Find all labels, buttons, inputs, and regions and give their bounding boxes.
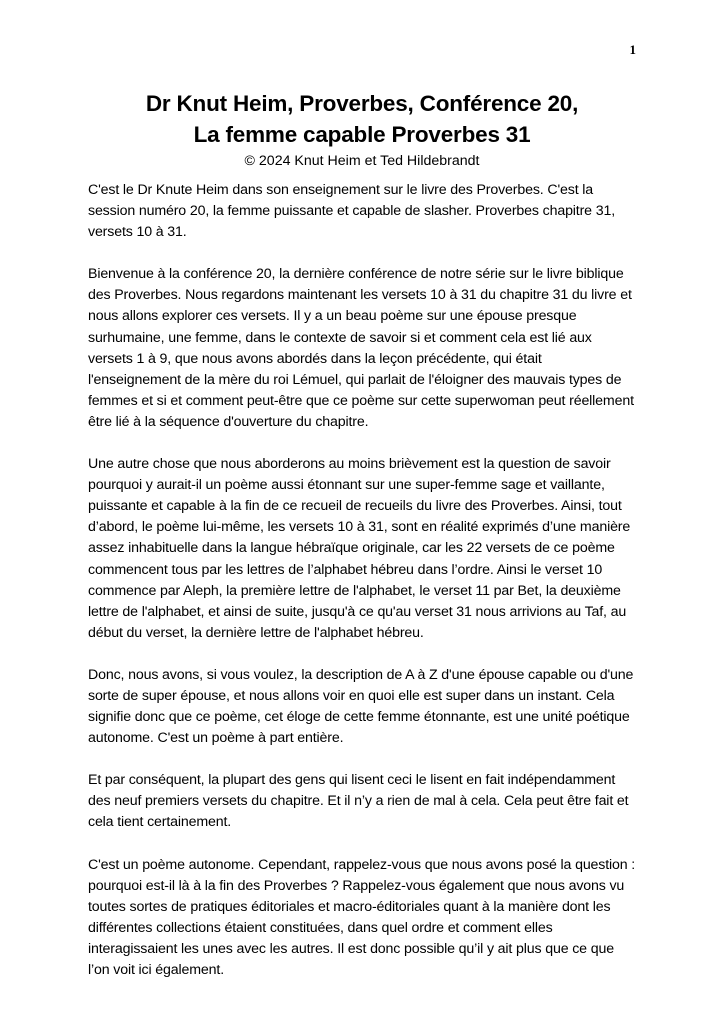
paragraph-1: C'est le Dr Knute Heim dans son enseignement sur le livre des Proverbes. C'est la session numéro 20, la femme puissante et capable de slasher. Proverbes chapitre 31, versets 10 à 31. — [88, 182, 615, 241]
document-header — [88, 88, 636, 172]
paragraph-6: C'est un poème autonome. Cependant, rappelez-vous que nous avons posé la question : pourquoi est-il là à la fin des Proverbes ? Rappelez-vous également que nous avons vu toutes sortes de pratiques éditoriales et macro-éditoriales quant à la manière dont les différentes collections étaient constituées, dans quel ordre et comment elles interagissaient les unes avec les autres. Il est donc possible qu’il y ait plus que ce que l’on voit ici également. — [88, 856, 636, 978]
page-number: 1 — [629, 42, 636, 57]
document-body — [88, 180, 638, 1002]
paragraph-5: Et par conséquent, la plupart des gens qui lisent ceci le lisent en fait indépendamment des neuf premiers versets du chapitre. Et il n’y a rien de mal à cela. Cela peut être fait et cela tient certainement. — [88, 772, 629, 831]
paragraph-2: Bienvenue à la conférence 20, la dernière conférence de notre série sur le livre biblique des Proverbes. Nous regardons maintenant les versets 10 à 31 du chapitre 31 du livre et nous allons explorer ces versets. Il y a un beau poème sur une épouse presque surhumaine, une femme, dans le contexte de savoir si et comment cela est lié aux versets 1 à 9, que nous avons abordés dans la leçon précédente, qui était l'enseignement de la mère du roi Lémuel, qui parlait de l'éloigner des mauvais types de femmes et si et comment peut-être que ce poème sur cette superwoman peut réellement être lié à la séquence d'ouverture du chapitre. — [88, 266, 634, 430]
document-title — [88, 88, 636, 150]
copyright-line: © 2024 Knut Heim et Ted Hildebrandt — [244, 153, 480, 169]
paragraph-3: Une autre chose que nous aborderons au moins brièvement est la question de savoir pourquoi y aurait-il un poème aussi étonnant sur une super-femme sage et vaillante, puissante et capable à la fin de ce recueil de recueils du livre des Proverbes. Ainsi, tout d’abord, le poème lui-même, les versets 10 à 31, sont en réalité exprimés d’une manière assez inhabituelle dans la langue hébraïque originale, car les 22 versets de ce poème commencent tous par les lettres de l’alphabet hébreu dans l’ordre. Ainsi le verset 10 commence par Aleph, la première lettre de l'alphabet, le verset 11 par Bet, la deuxième lettre de l'alphabet, et ainsi de suite, jusqu'à ce qu'au verset 31 nous arrivions au Taf, au début du verset, la dernière lettre de l'alphabet hébreu. — [88, 456, 631, 641]
paragraph-4: Donc, nous avons, si vous voulez, la description de A à Z d'une épouse capable ou d'une sorte de super épouse, et nous allons voir en quoi elle est super dans un instant. Cela signifie donc que ce poème, cet éloge de cette femme étonnante, est une unité poétique autonome. C'est un poème à part entière. — [88, 666, 634, 747]
title-line-1: Dr Knut Heim, Proverbes, Conférence 20, — [145, 91, 579, 116]
title-line-2: La femme capable Proverbes 31 — [193, 122, 531, 147]
